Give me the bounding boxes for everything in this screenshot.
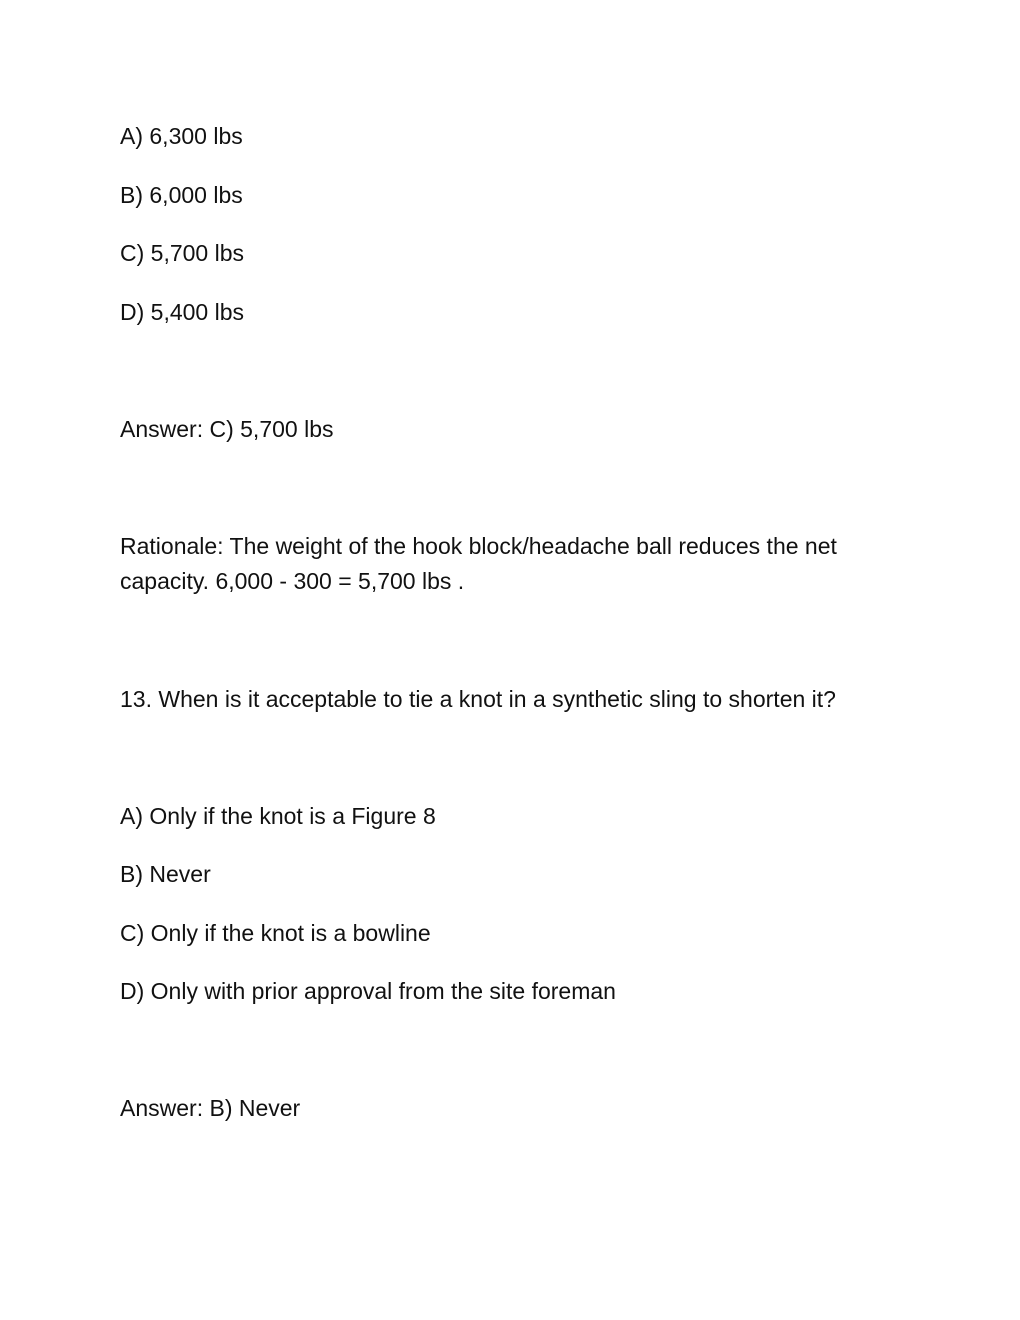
q12-rationale: Rationale: The weight of the hook block/headache ball reduces the net capacity. 6,000 - 300 = 5,700 lbs . (120, 533, 837, 594)
q13-question: 13. When is it acceptable to tie a knot in a synthetic sling to shorten it? (120, 686, 836, 712)
q13-option-c: C) Only if the knot is a bowline (120, 920, 431, 946)
q12-answer: Answer: C) 5,700 lbs (120, 416, 334, 442)
q13-option-a: A) Only if the knot is a Figure 8 (120, 803, 436, 829)
q12-option-d: D) 5,400 lbs (120, 299, 245, 325)
q13-option-d: D) Only with prior approval from the site foreman (120, 978, 616, 1004)
q13-option-b: B) Never (120, 861, 211, 887)
q13-answer: Answer: B) Never (120, 1095, 301, 1121)
q12-option-b: B) 6,000 lbs (120, 182, 243, 208)
q12-option-c: C) 5,700 lbs (120, 240, 245, 266)
q12-option-a: A) 6,300 lbs (120, 123, 243, 149)
